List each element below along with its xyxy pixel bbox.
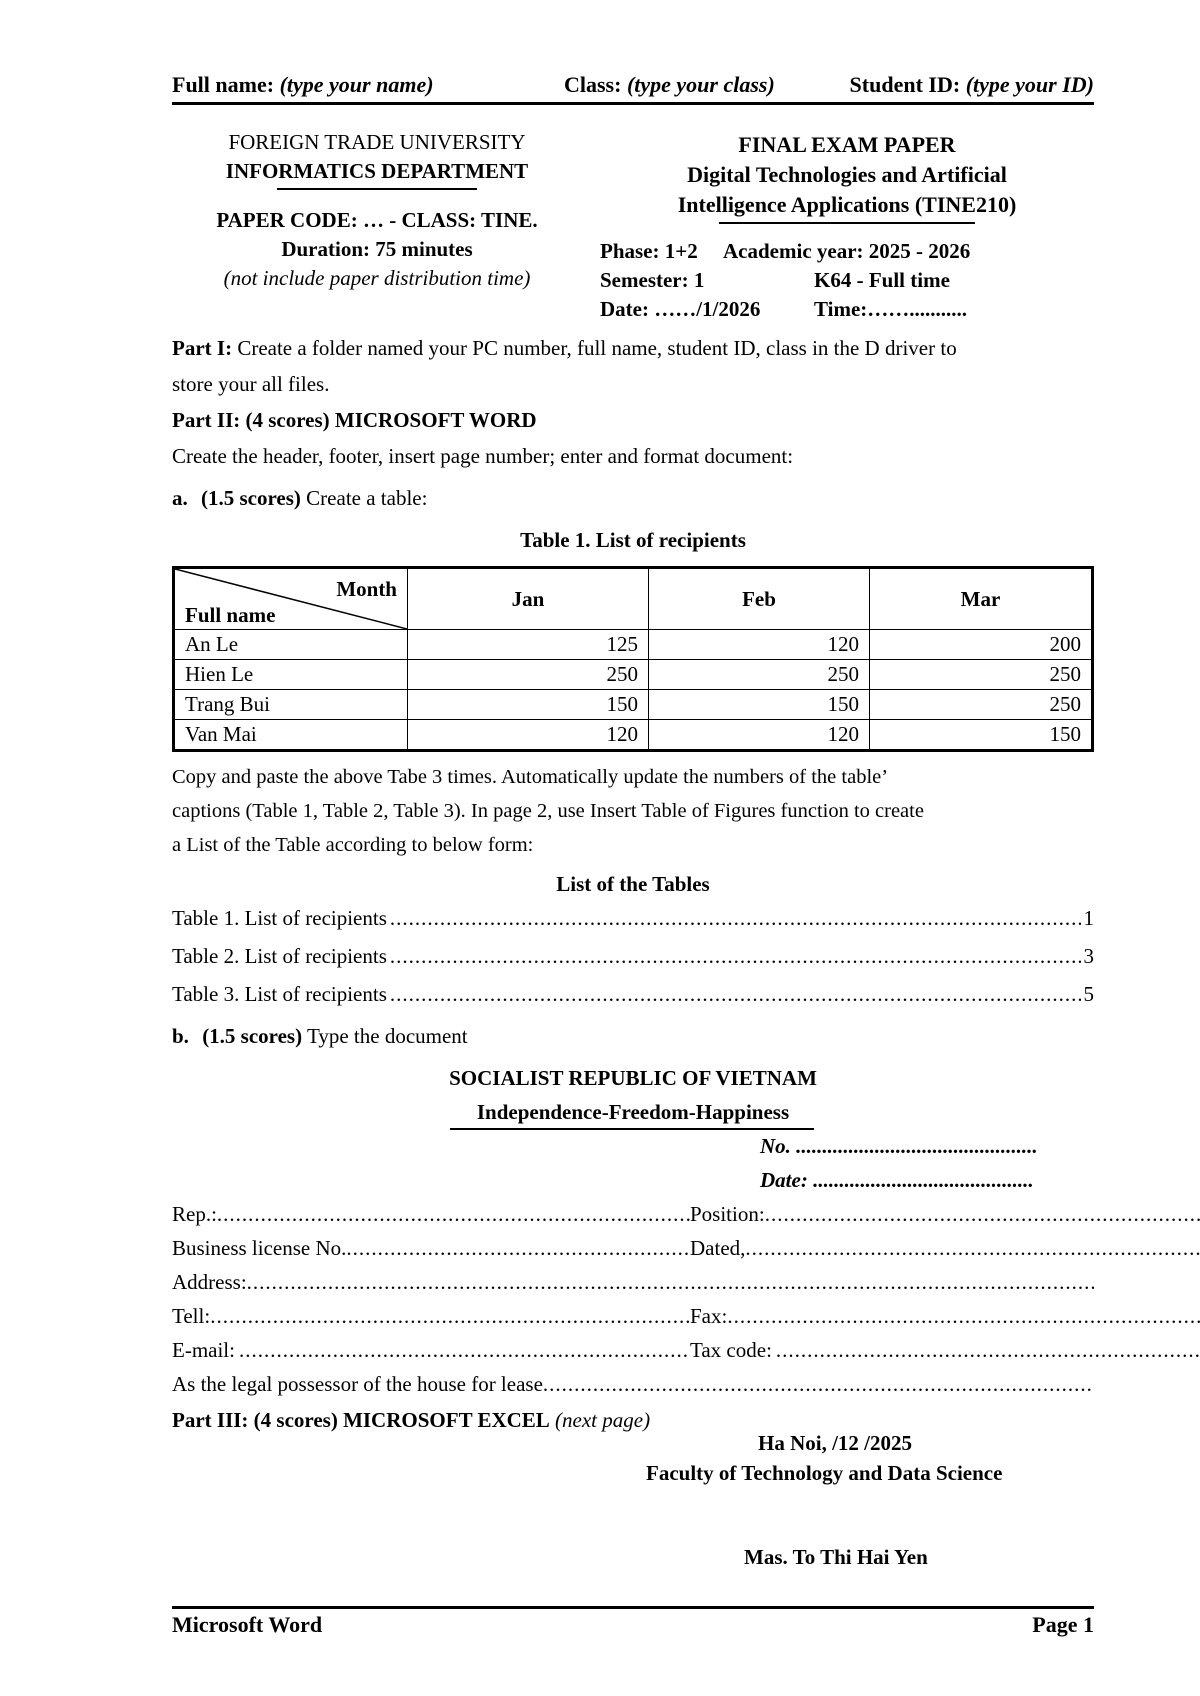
address-row: [172, 1268, 1094, 1296]
course-underline: [719, 222, 975, 224]
copy-line-3: a List of the Table according to below form:: [172, 834, 534, 856]
tof-entry-page: 5: [1083, 982, 1094, 1006]
tof-leader: [390, 942, 1081, 970]
license-leader: [346, 1234, 690, 1262]
duration: Duration: 75 minutes: [281, 237, 473, 261]
header-rule: [172, 102, 1094, 105]
table-header-row: [174, 568, 1093, 630]
fax-label: Fax:: [690, 1304, 728, 1328]
license-row: [172, 1234, 1094, 1262]
rep-row: [172, 1200, 1094, 1228]
cohort: K64 - Full time: [814, 268, 950, 292]
column-header-feb: Feb: [649, 568, 870, 630]
legal-leader: [543, 1370, 1094, 1398]
tell-row: [172, 1302, 1094, 1330]
phase-row: [600, 236, 1094, 265]
dated-label: Dated,: [690, 1236, 746, 1260]
table-row: [174, 630, 1093, 660]
recipients-table: [172, 566, 1094, 752]
cell-feb: 150: [649, 690, 870, 720]
doc-number: No. ..............................................: [760, 1134, 1038, 1158]
student-id-field: [850, 72, 1094, 98]
column-header-mar: Mar: [870, 568, 1093, 630]
row-name: An Le: [174, 630, 408, 660]
address-label: Address:: [172, 1270, 247, 1294]
motto: Independence-Freedom-Happiness: [476, 1100, 790, 1124]
full-name-value[interactable]: (type your name): [279, 72, 434, 97]
date-row: [600, 294, 1094, 323]
footer-app-name: Microsoft Word: [172, 1612, 323, 1637]
part-3-note: (next page): [555, 1408, 651, 1432]
tof-entry-label: Table 2. List of recipients: [172, 944, 387, 968]
exam-title: FINAL EXAM PAPER: [738, 132, 956, 157]
tof-entry: [172, 904, 1094, 932]
part-1-text: Create a folder named your PC number, full name, student ID, class in the D driver to: [237, 336, 957, 360]
item-a-text: Create a table:: [306, 486, 428, 510]
student-id-label: Student ID:: [849, 72, 961, 97]
tax-label: Tax code:: [690, 1338, 772, 1362]
diagonal-header-cell: [174, 568, 408, 630]
semester-row: [600, 265, 1094, 294]
fax-leader: [727, 1302, 1200, 1330]
cell-mar: 250: [870, 660, 1093, 690]
paper-code: PAPER CODE: … - CLASS: TINE.: [216, 208, 538, 232]
tof-title: List of the Tables: [556, 872, 710, 896]
cell-jan: 150: [408, 690, 649, 720]
signature-name: Mas. To Thi Hai Yen: [744, 1545, 928, 1569]
semester: Semester: 1: [600, 268, 705, 292]
email-leader: [239, 1336, 690, 1364]
cell-mar: 200: [870, 630, 1093, 660]
row-name: Trang Bui: [174, 690, 408, 720]
class-label: Class:: [564, 72, 622, 97]
tof-entry: [172, 980, 1094, 1008]
item-b-label: b.: [172, 1024, 189, 1048]
item-b-score: (1.5 scores): [202, 1024, 303, 1048]
part-2-b: [172, 1018, 1094, 1054]
cell-feb: 120: [649, 720, 870, 751]
tof-leader: [390, 904, 1081, 932]
cell-mar: 150: [870, 720, 1093, 751]
part-1-label: Part I:: [172, 336, 233, 360]
address-leader: [247, 1268, 1094, 1296]
department-underline: [277, 188, 477, 190]
table-row: [174, 660, 1093, 690]
university-name: FOREIGN TRADE UNIVERSITY: [228, 130, 526, 154]
student-id-value[interactable]: (type your ID): [965, 72, 1094, 97]
cell-jan: 250: [408, 660, 649, 690]
table-caption: Table 1. List of recipients: [520, 528, 746, 552]
diag-month-label: Month: [336, 577, 397, 601]
doc-date: Date: ..........................................: [760, 1168, 1034, 1192]
cell-feb: 250: [649, 660, 870, 690]
footer-rule: [172, 1606, 1094, 1609]
tell-leader: [210, 1302, 690, 1330]
part-2-intro: Create the header, footer, insert page number; enter and format document:: [172, 444, 794, 468]
class-value[interactable]: (type your class): [626, 72, 775, 97]
position-leader: [765, 1200, 1200, 1228]
tell-label: Tell:: [172, 1304, 211, 1328]
page-header: [172, 72, 1094, 100]
part-2-heading: Part II: (4 scores) MICROSOFT WORD: [172, 408, 537, 432]
exam-info-block: [600, 130, 1094, 323]
row-name: Van Mai: [174, 720, 408, 751]
item-a-label: a.: [172, 486, 188, 510]
part-2-a: [172, 480, 1094, 516]
course-line-2: Intelligence Applications (TINE210): [677, 192, 1017, 217]
email-label: E-mail:: [172, 1338, 235, 1362]
diag-fullname-label: Full name: [185, 603, 276, 627]
dated-leader: [745, 1234, 1200, 1262]
signature-place-date: Ha Noi, /12 /2025: [758, 1431, 913, 1455]
department-name: INFORMATICS DEPARTMENT: [225, 159, 529, 183]
cell-mar: 250: [870, 690, 1093, 720]
legal-label: As the legal possessor of the house for lease: [172, 1372, 543, 1396]
cell-feb: 120: [649, 630, 870, 660]
tof-entry-label: Table 3. List of recipients: [172, 982, 387, 1006]
part-1-text-cont: store your all files.: [172, 372, 330, 396]
email-row: [172, 1336, 1094, 1364]
tax-leader: [776, 1336, 1200, 1364]
academic-year: Academic year: 2025 - 2026: [723, 239, 971, 263]
signature-faculty: Faculty of Technology and Data Science: [646, 1461, 1003, 1485]
university-block: [172, 128, 582, 293]
part-3-label: Part III: (4 scores) MICROSOFT EXCEL: [172, 1408, 550, 1432]
license-label: Business license No.: [172, 1236, 347, 1260]
tof-entry-page: 3: [1083, 944, 1094, 968]
legal-row: [172, 1370, 1094, 1398]
exam-date: Date: ……/1/2026: [600, 297, 761, 321]
class-field: [564, 72, 775, 98]
exam-page: [172, 0, 1094, 1696]
item-a-score: (1.5 scores): [201, 486, 301, 510]
motto-underline: [450, 1128, 814, 1130]
part-3: [172, 1402, 1094, 1438]
rep-leader: [217, 1200, 690, 1228]
cell-jan: 120: [408, 720, 649, 751]
republic-title: SOCIALIST REPUBLIC OF VIETNAM: [449, 1066, 817, 1090]
tof-entry: [172, 942, 1094, 970]
position-label: Position:: [690, 1202, 765, 1226]
part-1: [172, 330, 1094, 402]
footer-page-number: Page 1: [1032, 1612, 1094, 1637]
tof-entry-label: Table 1. List of recipients: [172, 906, 387, 930]
tof-leader: [390, 980, 1081, 1008]
full-name-label: Full name:: [172, 72, 275, 97]
table-row: [174, 720, 1093, 751]
phase: Phase: 1+2: [600, 239, 698, 263]
tof-entry-page: 1: [1083, 906, 1094, 930]
item-b-text: Type the document: [306, 1024, 468, 1048]
cell-jan: 125: [408, 630, 649, 660]
copy-line-1: Copy and paste the above Tabe 3 times. Automatically update the numbers of the table’: [172, 766, 889, 788]
column-header-jan: Jan: [408, 568, 649, 630]
table-row: [174, 690, 1093, 720]
exam-time: Time:……...........: [814, 297, 968, 321]
copy-instructions: [172, 760, 1094, 862]
copy-line-2: captions (Table 1, Table 2, Table 3). In page 2, use Insert Table of Figures function to create: [172, 800, 924, 822]
full-name-field: [172, 72, 434, 98]
course-line-1: Digital Technologies and Artificial: [687, 162, 1007, 187]
duration-note: (not include paper distribution time): [223, 266, 531, 290]
row-name: Hien Le: [174, 660, 408, 690]
rep-label: Rep.:: [172, 1202, 217, 1226]
